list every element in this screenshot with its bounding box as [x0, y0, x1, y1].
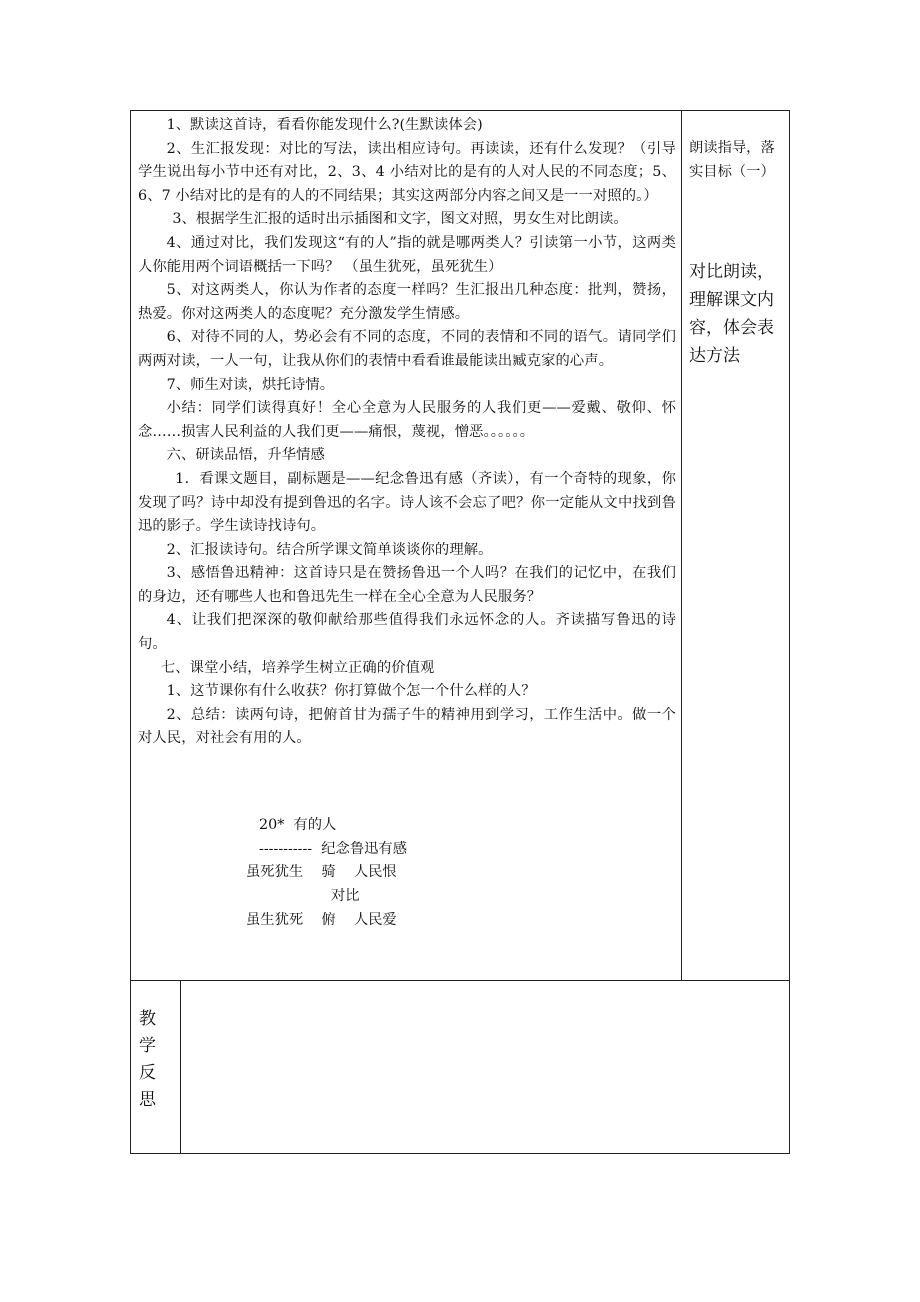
board-row-1: 虽死犹生 骑 人民恨	[246, 864, 397, 880]
procedure-paragraph: 2、总结：读两句诗，把俯首甘为孺子牛的精神用到学习，工作生活中。做一个对人民，对社会有用的人。	[138, 706, 676, 747]
reflection-label-divider	[180, 980, 181, 1154]
procedure-paragraph: 1、默读这首诗，看看你能发现什么?(生默读体会)	[166, 117, 483, 133]
section-heading: 六、研读品悟，升华情感	[166, 447, 325, 464]
side-note-2: 对比朗读，理解课文内容，体会表达方法	[689, 262, 774, 366]
notes-column-divider	[681, 110, 682, 980]
section-heading: 七、课堂小结，培养学生树立正确的价值观	[160, 659, 435, 676]
summary-paragraph: 小结：同学们读得真好！全心全意为人民服务的人我们更——爱戴、敬仰、怀念……损害人民利益的人我们更——痛恨，蔑视，憎恶。。。。。。	[138, 400, 676, 440]
board-title: 20* 有的人	[259, 817, 337, 833]
board-row-2: 虽生犹死 俯 人民爱	[246, 912, 397, 928]
side-note-1: 朗读指导，落实目标（一）	[689, 140, 775, 180]
procedure-paragraph: 4、通过对比，我们发现这“有的人”指的就是哪两类人？引读第一小节，这两类人你能用两个词语概括一下吗？ （虽生犹死，虽死犹生）	[138, 234, 676, 275]
procedure-paragraph: 2、汇报读诗句。结合所学课文简单谈谈你的理解。	[166, 541, 493, 558]
lesson-procedure	[138, 114, 676, 751]
procedure-paragraph: 1、这节课你有什么收获？你打算做个怎一个什么样的人？	[166, 683, 536, 700]
board-middle: 对比	[331, 888, 360, 904]
procedure-paragraph: 4、让我们把深深的敬仰献给那些值得我们永远怀念的人。齐读描写鲁迅的诗句。	[138, 612, 676, 653]
procedure-paragraph: 1．看课文题目，副标题是——纪念鲁迅有感（齐读），有一个奇特的现象，你发现了吗？诗中却没有提到鲁迅的名字。诗人该不会忘了吧？你一定能从文中找到鲁迅的影子。学生读诗找诗句。	[138, 470, 676, 535]
table-row-divider	[130, 980, 790, 981]
procedure-paragraph: 3、根据学生汇报的适时出示插图和文字，图文对照，男女生对比朗读。	[172, 211, 628, 228]
procedure-paragraph: 6、对待不同的人，势必会有不同的态度，不同的表情和不同的语气。请同学们两两对读，一人一句，让我从你们的表情中看看谁最能读出臧克家的心声。	[138, 329, 676, 369]
board-subtitle: ----------- 纪念鲁迅有感	[259, 841, 408, 857]
procedure-paragraph: 3、感悟鲁迅精神：这首诗只是在赞扬鲁迅一个人吗？在我们的记忆中，在我们的身边，还有哪些人也和鲁迅先生一样在全心全意为人民服务？	[138, 565, 676, 605]
reflection-label: 教学反思	[139, 1009, 156, 1110]
procedure-paragraph: 2、生汇报发现：对比的写法，读出相应诗句。再读读，还有什么发现？（引导学生说出每小节中还有对比，2、3、4 小结对比的是有的人对人民的不同态度；5、6、7 小结对比的是有的人的不同结果；其实这两部分内容之间又是一一对照的。）	[138, 140, 676, 204]
procedure-paragraph: 5、对这两类人，你认为作者的态度一样吗？生汇报出几种态度：批判，赞扬，热爱。你对这两类人的态度呢？充分激发学生情感。	[138, 282, 676, 322]
procedure-paragraph: 7、师生对读，烘托诗情。	[166, 376, 335, 393]
